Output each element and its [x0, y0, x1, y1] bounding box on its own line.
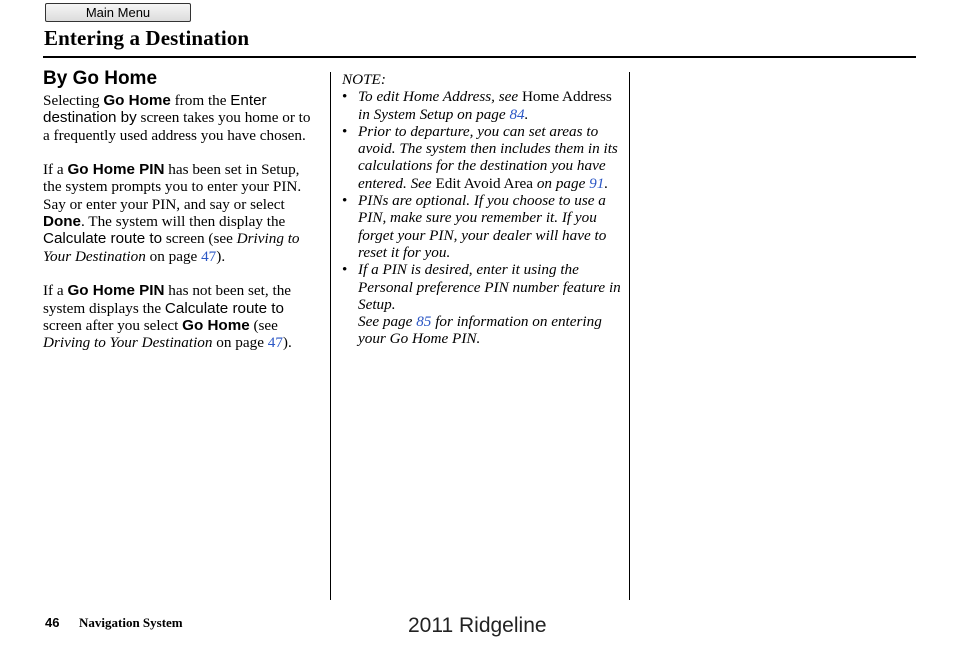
text: Selecting — [43, 92, 104, 109]
text: on page — [212, 334, 268, 352]
page-link-47[interactable]: 47 — [201, 247, 217, 265]
reference-title: Edit Avoid Area — [435, 174, 534, 192]
main-column — [43, 68, 321, 369]
text: screen (see — [162, 230, 237, 248]
main-menu-button[interactable]: Main Menu — [45, 3, 191, 22]
title-divider — [43, 56, 916, 58]
ui-label-go-home-pin: Go Home PIN — [67, 161, 165, 179]
bullet-icon: • — [342, 192, 348, 210]
footer-section-title: Navigation System — [79, 615, 183, 630]
text: from the — [170, 92, 231, 109]
text: on page — [533, 174, 590, 192]
note-item-pins-optional — [342, 192, 627, 261]
text: has not been set, the system displays the — [43, 282, 292, 317]
text: for information on entering your Go Home PIN. — [358, 313, 602, 348]
text: . — [604, 174, 609, 192]
section-heading: By Go Home — [43, 68, 158, 89]
note-column — [342, 71, 627, 348]
text: . The system will then display the — [80, 213, 286, 231]
page-number: 46 — [45, 615, 60, 630]
note-heading: NOTE: — [342, 71, 386, 88]
paragraph-go-home-intro — [43, 92, 321, 144]
paragraph-pin-set — [43, 161, 321, 265]
ui-label-go-home: Go Home — [182, 316, 250, 334]
text: screen after you select — [43, 316, 183, 334]
text: in System Setup on page — [358, 105, 510, 123]
reference-title: Driving to Your Destination — [43, 334, 213, 352]
text: has been set in Setup, the system prompts you to enter your PIN. Say or enter your PIN, and say or select — [43, 161, 302, 213]
column-divider-left — [330, 72, 331, 600]
paragraph-pin-not-set — [43, 282, 321, 351]
reference-title: Driving to Your Destination — [43, 230, 300, 265]
text: If a PIN is desired, enter it using the Personal preference PIN number feature in Setup. — [358, 261, 621, 313]
bullet-icon: • — [342, 88, 348, 106]
page-title: Entering a Destination — [44, 26, 250, 50]
text: (see — [249, 316, 278, 334]
text: screen takes you home or to a frequently used address you have chosen. — [43, 109, 311, 144]
text: If a — [43, 161, 68, 179]
ui-label-done: Done — [43, 213, 81, 231]
bullet-icon: • — [342, 122, 348, 140]
text: ). — [216, 247, 226, 265]
page-link-47[interactable]: 47 — [267, 334, 283, 352]
column-divider-right — [629, 72, 630, 600]
text: Prior to departure, you can set areas to avoid. The system then includes them in its calculations for the destination you have entered. See — [358, 122, 618, 192]
ui-label-calculate-route-to: Calculate route to — [164, 299, 284, 317]
ui-label-go-home: Go Home — [103, 92, 171, 109]
ui-label-go-home-pin: Go Home PIN — [67, 282, 165, 300]
page-link-84[interactable]: 84 — [509, 105, 525, 123]
note-list — [342, 88, 627, 347]
text: If a — [43, 282, 68, 300]
note-item-pin-setup — [342, 261, 627, 347]
bullet-icon: • — [342, 261, 348, 279]
note-item-avoid-areas — [342, 123, 627, 192]
text: PINs are optional. If you choose to use a PIN, make sure you remember it. If you forget your PIN, your dealer will have to reset it for you. — [358, 192, 607, 261]
text: See page — [358, 313, 417, 331]
page-link-91[interactable]: 91 — [589, 174, 605, 192]
text: To edit Home Address, see — [358, 88, 522, 106]
ui-label-enter-destination-by: Enter destination by — [43, 92, 267, 127]
page-link-85[interactable]: 85 — [416, 313, 432, 331]
note-item-edit-home-address — [342, 88, 627, 123]
ui-label-calculate-route-to: Calculate route to — [43, 230, 163, 248]
reference-title: Home Address — [521, 88, 612, 106]
watermark: 2011 Ridgeline — [408, 614, 547, 637]
text: ). — [282, 334, 292, 352]
text: . — [524, 105, 529, 123]
text: on page — [145, 247, 202, 265]
